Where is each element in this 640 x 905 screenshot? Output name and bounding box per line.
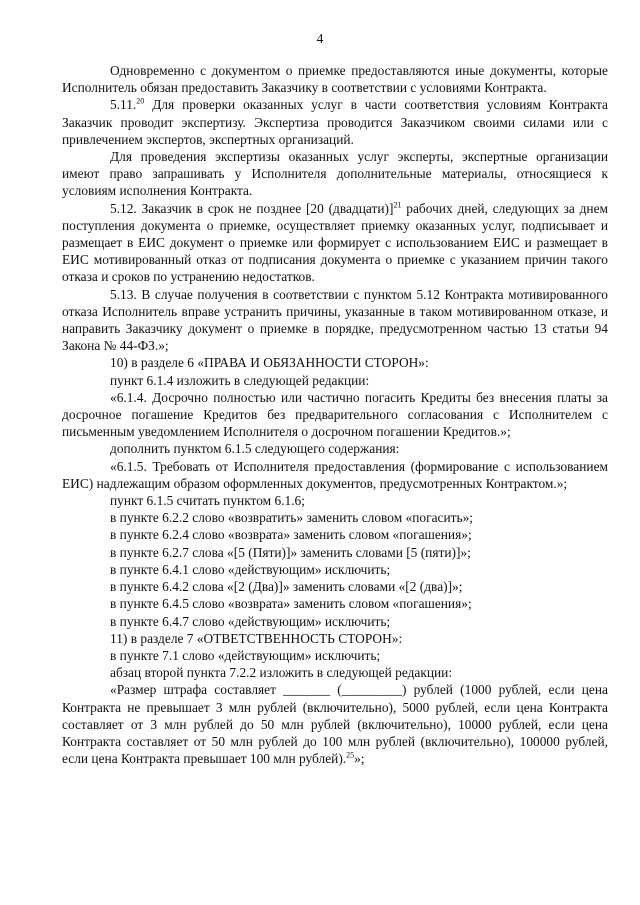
document-body <box>62 62 608 767</box>
paragraph-5-12 <box>62 200 608 286</box>
paragraph-6-4-1: в пункте 6.4.1 слово «действующим» исключить; <box>110 561 391 577</box>
paragraph-6-2-7: в пункте 6.2.7 слова «[5 (Пяти)]» заменить словами [5 (пяти)]»; <box>110 544 471 560</box>
paragraph-5-13: 5.13. В случае получения в соответствии с пунктом 5.12 Контракта мотивированного отказа Исполнитель вправе устранить причины, указанные в таком мотивированном отказе, и направить Заказчику документ о приемке в порядке, предусмотренном частью 13 статьи 94 Закона № 44-ФЗ.»; <box>62 286 608 354</box>
footnote-ref-21: 21 <box>393 200 402 210</box>
paragraph-6-4-2: в пункте 6.4.2 слова «[2 (Два)]» заменить словами «[2 (два)]»; <box>110 579 463 595</box>
paragraph-6-1-5-intro: дополнить пунктом 6.1.5 следующего содержания: <box>110 441 400 457</box>
paragraph-6-4-5: в пункте 6.4.5 слово «возврата» заменить словом «погашения»; <box>110 596 472 612</box>
paragraph-6-1-4: «6.1.4. Досрочно полностью или частично погасить Кредиты без внесения платы за досрочное погашение Кредитов без предварительного согласования с Исполнителем с письменным уведомлением Исполнителя о досрочном погашении Кредитов.»; <box>62 389 608 440</box>
paragraph-acceptance-docs: Одновременно с документом о приемке предоставляются иные документы, которые Исполнитель обязан предоставить Заказчику в соответствии с условиями Контракта. <box>62 63 608 96</box>
paragraph-fine-amount <box>62 681 608 767</box>
paragraph-6-4-7: в пункте 6.4.7 слово «действующим» исключить; <box>110 613 391 629</box>
paragraph-5-11-lead: 5.11. <box>110 97 137 113</box>
paragraph-5-12-body: рабочих дней, следующих за днем поступления документа о приемке, осуществляет приемку оказанных услуг, подписывает и размещает в ЕИС документ о приемке или формирует с использованием ЕИС и размещает в ЕИС мотивированный отказ от подписания документа о приемке с указанием причин такого отказа и сроков по устранению недостатков. <box>62 200 608 285</box>
paragraph-fine-amount-body: «Размер штрафа составляет _______ (_________) рублей (1000 рублей, если цена Контракта не превышает 3 млн рублей (включительно), 5000 рублей, если цена Контракта составляет от 3 млн рублей до 50 млн рублей (включительно), 10000 рублей, если цена Контракта составляет от 50 млн рублей до 100 млн рублей (включительно), 100000 рублей, если цена Контракта превышает 100 млн рублей). <box>62 682 608 767</box>
page-number: 4 <box>316 31 324 46</box>
paragraph-section-7: 11) в разделе 7 «ОТВЕТСТВЕННОСТЬ СТОРОН»: <box>110 630 403 646</box>
paragraph-renumber: пункт 6.1.5 считать пунктом 6.1.6; <box>110 493 305 509</box>
paragraph-section-6: 10) в разделе 6 «ПРАВА И ОБЯЗАННОСТИ СТОРОН»: <box>110 355 429 371</box>
paragraph-fine-amount-tail: »; <box>354 751 365 767</box>
paragraph-5-11 <box>62 96 608 148</box>
footnote-ref-25: 25 <box>346 750 355 760</box>
paragraph-expertise: Для проведения экспертизы оказанных услуг эксперты, экспертные организации имеют право запрашивать у Исполнителя дополнительные материалы, относящиеся к условиям исполнения Контракта. <box>62 149 608 199</box>
paragraph-7-1: в пункте 7.1 слово «действующим» исключить; <box>110 647 381 663</box>
footnote-ref-20: 20 <box>136 96 145 106</box>
paragraph-5-11-body: Для проверки оказанных услуг в части соответствия условиям Контракта Заказчик проводит экспертизу. Экспертиза проводится Заказчиком своими силами или с привлечением экспертов, экспертных организаций. <box>62 97 608 147</box>
paragraph-5-12-lead: 5.12. Заказчик в срок не позднее [20 (двадцати)] <box>110 200 394 216</box>
paragraph-6-2-4: в пункте 6.2.4 слово «возврата» заменить словом «погашения»; <box>110 527 472 543</box>
paragraph-6-2-2: в пункте 6.2.2 слово «возвратить» заменить словом «погасить»; <box>110 510 474 526</box>
paragraph-6-1-4-intro: пункт 6.1.4 изложить в следующей редакции: <box>110 372 370 388</box>
paragraph-6-1-5: «6.1.5. Требовать от Исполнителя предоставления (формирование с использованием ЕИС) надлежащим образом оформленных документов, предусмотренных Контрактом.»; <box>62 458 608 491</box>
paragraph-7-2-2-intro: абзац второй пункта 7.2.2 изложить в следующей редакции: <box>110 665 453 681</box>
